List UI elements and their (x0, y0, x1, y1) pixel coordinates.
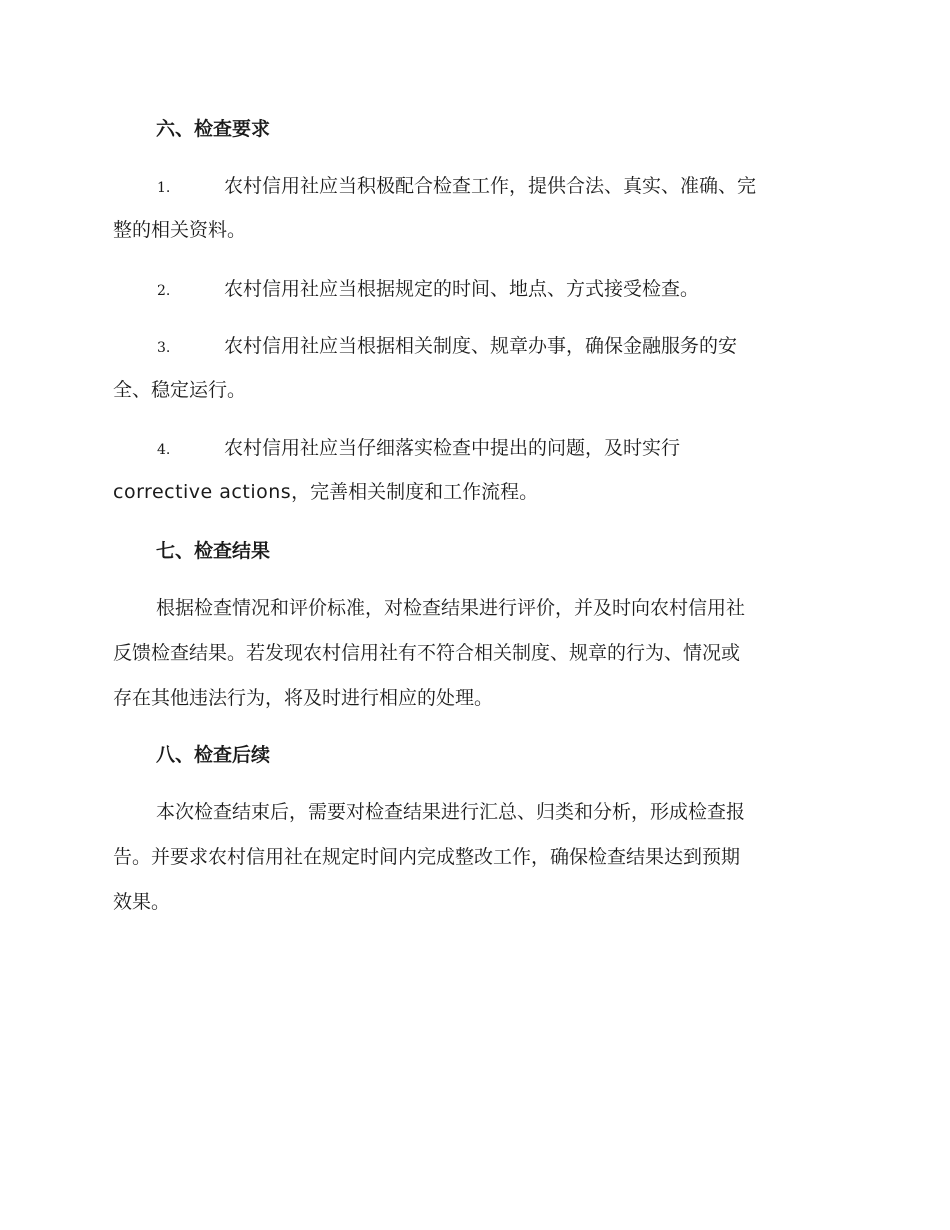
list-item-text-continued: 整的相关资料。 (113, 219, 247, 241)
paragraph-line: 根据检查情况和评价标准，对检查结果进行评价，并及时向农村信用社 (156, 597, 746, 619)
paragraph-line: 告。并要求农村信用社在规定时间内完成整改工作，确保检查结果达到预期 (113, 846, 741, 868)
paragraph-line: 存在其他违法行为，将及时进行相应的处理。 (113, 687, 494, 709)
list-item-number: 1. (157, 180, 171, 196)
list-item-number: 2. (157, 283, 171, 299)
english-phrase: corrective actions (113, 481, 292, 503)
list-item-text-continued (113, 480, 538, 504)
list-item-text: 农村信用社应当根据相关制度、规章办事，确保金融服务的安 (224, 335, 738, 357)
list-item-text-continued: 全、稳定运行。 (113, 379, 247, 401)
list-item-text: 农村信用社应当仔细落实检查中提出的问题，及时实行 (224, 437, 681, 459)
list-item-number: 3. (157, 340, 171, 356)
list-item-text: 农村信用社应当根据规定的时间、地点、方式接受检查。 (224, 278, 700, 300)
paragraph-line: 反馈检查结果。若发现农村信用社有不符合相关制度、规章的行为、情况或 (113, 642, 741, 664)
paragraph-line: 效果。 (113, 891, 171, 913)
section-heading-8: 八、检查后续 (156, 744, 271, 766)
list-item-text: 农村信用社应当积极配合检查工作，提供合法、真实、准确、完 (224, 175, 757, 197)
list-item-number: 4. (157, 442, 171, 458)
paragraph-line: 本次检查结束后，需要对检查结果进行汇总、归类和分析，形成检查报 (156, 801, 746, 823)
section-heading-7: 七、检查结果 (156, 540, 271, 562)
section-heading-6: 六、检查要求 (156, 118, 271, 140)
list-item-text-tail: ，完善相关制度和工作流程。 (291, 481, 539, 503)
